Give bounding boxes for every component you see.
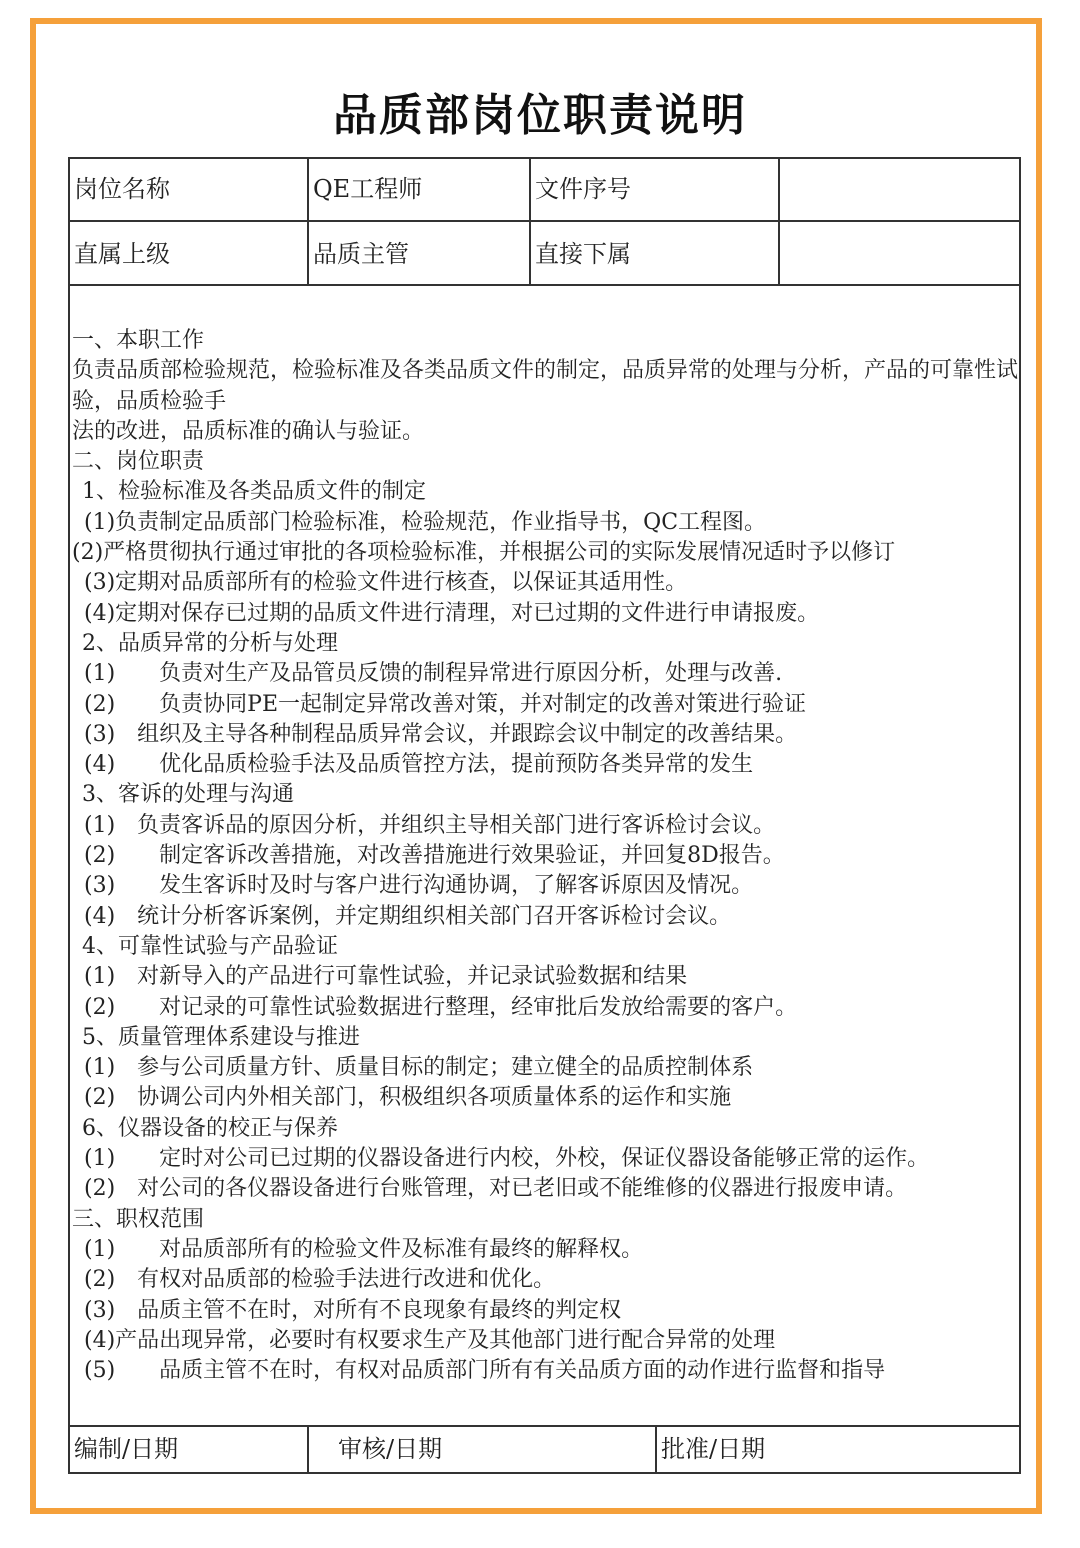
subsection-heading: 1、检验标准及各类品质文件的制定 (82, 479, 426, 505)
reviewed-by-date-label: 审核/日期 (338, 1435, 443, 1463)
document-title: 品质部岗位职责说明 (333, 90, 747, 141)
table-divider-row2 (68, 284, 1021, 286)
footer-col-divider-1 (307, 1425, 309, 1474)
list-item: (1) 参与公司质量方针、质量目标的制定；建立健全的品质控制体系 (84, 1055, 754, 1081)
list-item: (1) 定时对公司已过期的仪器设备进行内校，外校，保证仪器设备能够正常的运作。 (84, 1146, 930, 1172)
direct-superior-value: 品质主管 (313, 240, 409, 268)
list-item: (1) 对新导入的产品进行可靠性试验，并记录试验数据和结果 (84, 964, 688, 990)
prepared-by-date-label: 编制/日期 (74, 1435, 179, 1463)
subsection-heading: 2、品质异常的分析与处理 (82, 630, 338, 656)
direct-superior-label: 直属上级 (74, 240, 170, 268)
position-name-label: 岗位名称 (74, 175, 170, 203)
list-item: (3)定期对品质部所有的检验文件进行核查，以保证其适用性。 (84, 570, 688, 596)
position-name-value: QE工程师 (313, 175, 423, 203)
list-item: (2) 对记录的可靠性试验数据进行整理，经审批后发放给需要的客户。 (84, 994, 798, 1020)
subsection-heading: 5、质量管理体系建设与推进 (82, 1024, 360, 1050)
section1-paragraph: 负责品质部检验规范，检验标准及各类品质文件的制定，品质异常的处理与分析，产品的可靠性试验，品质检验手 (72, 358, 1019, 414)
list-item: (3) 品质主管不在时，对所有不良现象有最终的判定权 (84, 1297, 622, 1323)
list-item: (1) 对品质部所有的检验文件及标准有最终的解释权。 (84, 1236, 644, 1262)
document-number-label: 文件序号 (535, 175, 631, 203)
section-heading: 二、岗位职责 (72, 449, 205, 475)
table-border-top (68, 157, 1021, 159)
subsection-heading: 4、可靠性试验与产品验证 (82, 933, 338, 959)
list-item: (5) 品质主管不在时，有权对品质部门所有有关品质方面的动作进行监督和指导 (84, 1358, 886, 1384)
responsibilities-body (72, 326, 1020, 1386)
subsection-heading: 6、仪器设备的校正与保养 (82, 1115, 338, 1141)
footer-col-divider-2 (655, 1425, 657, 1474)
direct-subordinate-label: 直接下属 (535, 240, 631, 268)
list-item: (3) 组织及主导各种制程品质异常会议，并跟踪会议中制定的改善结果。 (84, 721, 798, 747)
list-item: (2) 有权对品质部的检验手法进行改进和优化。 (84, 1267, 556, 1293)
list-item: (2)严格贯彻执行通过审批的各项检验标准，并根据公司的实际发展情况适时予以修订 (72, 540, 896, 566)
list-item: (2) 协调公司内外相关部门，积极组织各项质量体系的运作和实施 (84, 1085, 732, 1111)
list-item: (1) 负责对生产及品管员反馈的制程异常进行原因分析，处理与改善. (84, 661, 783, 687)
table-border-bottom (68, 1472, 1021, 1474)
section-heading: 一、本职工作 (72, 328, 205, 353)
list-item: (2) 对公司的各仪器设备进行台账管理，对已老旧或不能维修的仪器进行报废申请。 (84, 1176, 908, 1202)
list-item: (3) 发生客诉时及时与客户进行沟通协调，了解客诉原因及情况。 (84, 873, 754, 899)
list-item: (2) 负责协同PE一起制定异常改善对策，并对制定的改善对策进行验证 (84, 691, 807, 717)
section1-paragraph-cont: 法的改进，品质标准的确认与验证。 (72, 418, 425, 444)
list-item: (4)定期对保存已过期的品质文件进行清理，对已过期的文件进行申请报废。 (84, 600, 820, 626)
table-col-divider-2 (529, 157, 531, 286)
list-item: (1) 负责客诉品的原因分析，并组织主导相关部门进行客诉检讨会议。 (84, 812, 776, 838)
table-border-left (68, 157, 70, 1474)
approved-by-date-label: 批准/日期 (661, 1435, 766, 1463)
list-item: (1)负责制定品质部门检验标准，检验规范，作业指导书，QC工程图。 (84, 509, 767, 535)
list-item: (4) 优化品质检验手法及品质管控方法，提前预防各类异常的发生 (84, 752, 754, 778)
table-col-divider-1 (307, 157, 309, 286)
list-item: (4) 统计分析客诉案例，并定期组织相关部门召开客诉检讨会议。 (84, 903, 732, 929)
table-divider-row1 (68, 220, 1021, 222)
list-item: (4)产品出现异常，必要时有权要求生产及其他部门进行配合异常的处理 (84, 1327, 776, 1353)
section-heading: 三、职权范围 (72, 1206, 205, 1232)
subsection-heading: 3、客诉的处理与沟通 (82, 782, 294, 808)
list-item: (2) 制定客诉改善措施，对改善措施进行效果验证，并回复8D报告。 (84, 843, 785, 869)
table-col-divider-3 (778, 157, 780, 286)
table-divider-footer (68, 1425, 1021, 1427)
